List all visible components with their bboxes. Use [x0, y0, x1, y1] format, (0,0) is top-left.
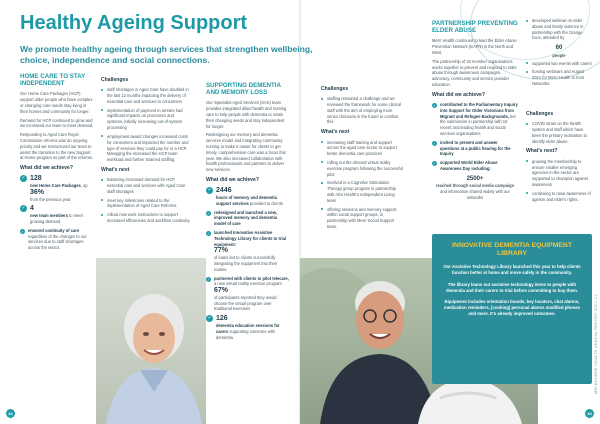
stat-rest: of participants reported they would choose the virtual program over traditional exercises — [214, 294, 277, 312]
home-care-heading: HOME CARE TO STAY INDEPENDENT — [20, 73, 86, 88]
challenges-column-1 — [101, 73, 191, 227]
paragraph: Demand for HCP continued to grow and we increased our team to meet demand. — [20, 117, 94, 129]
next-list — [101, 177, 191, 224]
challenges-list — [321, 96, 403, 125]
check-icon: ✓ — [20, 228, 25, 234]
check-icon: ✓ — [206, 276, 211, 282]
list-item: staffing remained a challenge and we reviewed the framework for some clinical staff with the aim of employing more senior clinicians in the future to combat this — [321, 96, 403, 125]
stat-rest: to meet growing demand — [30, 213, 83, 224]
check-icon: ✓ — [21, 205, 26, 212]
stat-packages — [20, 175, 94, 202]
list-item: increasing staff training and support across the aged care sector to support better dementia care practices — [321, 140, 403, 157]
stat-suffix: , up — [80, 183, 88, 189]
list-item: rolling out the Almond virtual reality exercise program following the successful pilot — [321, 160, 403, 177]
next-list — [321, 140, 403, 230]
list-item: growing the membership to ensure smaller emerging agencies in the sector are supported to champion against awareness — [526, 159, 592, 188]
stat-people — [526, 44, 592, 58]
library-callout — [432, 234, 592, 384]
dementia-column — [206, 82, 290, 343]
list-item: involved in a Cognitive Stimulation Therapy group program in partnership with Alzo Health's Independent Living team — [321, 180, 403, 203]
stat-rest: provided to clients — [249, 200, 283, 206]
stat-label: partnered with clients to pilot telecare, — [214, 275, 289, 281]
challenges-list — [526, 121, 592, 144]
paragraph: Our Specialist Aged Services (SAS) team provides integrated allied health and nursing care to help people with dementia to retain their changing needs and stay independent for longer. — [206, 100, 287, 129]
check-icon: ✓ — [206, 210, 211, 216]
next-heading: What's next — [321, 129, 350, 136]
stat-label: launched Innovative Assistive Technology Library for clients to trial equipment: — [214, 229, 287, 247]
stat-value: 2446 — [216, 187, 232, 195]
paragraph: Responding to Aged Care Royal Commission reforms was an ongoing priority and we restructured our team to assist the transition to the new Support at Home program as part of the reforms. — [20, 132, 94, 161]
stat-rest: regardless of the changes to our services due to staff shortages across the sector. — [28, 233, 87, 251]
stat-inquiry — [432, 102, 518, 137]
stat-value: 128 — [30, 175, 42, 183]
paragraph: Our Home Care Packages (HCP) support older people who have complex or changing care needs stay living in their homes and community for longer. — [20, 91, 93, 114]
stat-value: 4 — [30, 205, 34, 213]
achieve-heading: What did we achieve? — [206, 177, 259, 183]
list-item: offering sessions and memory support within social support groups, in partnership with Merri Social Support team. — [321, 207, 403, 230]
stat-sessions — [206, 315, 290, 340]
challenges-column-2 — [321, 82, 403, 233]
stat-reach — [432, 175, 518, 201]
stat-label: reached through social media campaign — [435, 183, 515, 189]
list-item: employment award changes increased costs for consumers and impacted the number and type of services they could pay for in a HCP. Managing the increased the HCP team workload and further strained staffing. — [101, 134, 191, 163]
paragraph: Our Assistive Technology Library launched this year to help clients function better at home and move safely in the community. — [443, 264, 581, 276]
challenges-heading: Challenges — [526, 111, 554, 117]
check-icon: ✓ — [206, 230, 211, 236]
next-heading: What's next? — [526, 148, 558, 155]
stat-hours — [206, 187, 290, 206]
elder-abuse-heading: PARTNERSHIP PREVENTING ELDER ABUSE — [432, 20, 518, 35]
check-icon: ✓ — [207, 187, 212, 194]
elder-abuse-column-2 — [526, 18, 592, 90]
next-heading: What's next — [101, 166, 130, 173]
stat-percent: 67% — [214, 287, 229, 295]
stat-hearing — [432, 140, 518, 157]
page-number-left: 42 — [6, 409, 15, 418]
library-heading: INNOVATIVE DEMENTIA EQUIPMENT LIBRARY — [452, 242, 572, 258]
stat-rest: of loans led to clients successfully integrating the equipment into their routine — [214, 255, 278, 272]
paragraph: Redesigning our memory and dementia services model and integrating community nursing to make it easier for clients to get timely, comprehensive care was a focus this year. We also increased collaboration with health professionals and partners to deliver new services. — [206, 132, 286, 173]
elder-abuse-column — [432, 20, 518, 203]
intro-statement: We promote healthy ageing through services that strengthen wellbeing, choice, independence and social connections. — [20, 44, 313, 66]
stat-percent: 36% — [30, 188, 45, 196]
challenges-heading: Challenges — [321, 86, 349, 92]
stat-label: new Home Care Packages — [30, 183, 81, 189]
side-footer: MELBOURNE HEALTH ANNUAL REPORT 2021–22 — [594, 294, 598, 394]
stat-rest: led the submission in partnership with 15 recent and leading health and social services organisations — [440, 113, 516, 137]
stat-label: new team members — [30, 213, 68, 219]
stat-label: invited to present and answer questions at a public hearing for the Inquiry — [440, 139, 511, 157]
list-item: meet key milestones related to the implementation of Aged Care Reforms — [101, 198, 191, 210]
stat-value: 126 — [216, 315, 228, 323]
paragraph: The library loans out assistive technology items to people with dementia and their carers to trial before committing to buy them. — [445, 281, 579, 293]
stat-team — [20, 205, 94, 224]
stat-telecare — [206, 276, 290, 313]
stat-model — [206, 210, 290, 227]
stat-label: dementia education sessions for carers — [216, 322, 280, 334]
stat-label: contributed to the Parliamentary Inquiry into Support for Older Victorians from Migrant and Refugee Backgrounds, — [440, 101, 518, 119]
stat-percent: 77% — [214, 247, 229, 255]
stat-rest: and information shared widely with our networks — [440, 189, 510, 201]
home-care-column — [20, 73, 94, 254]
list-item: implementation of payment in arrears had significant impacts on processes and systems, initially increasing out-of-system processing — [101, 108, 191, 131]
stat-label: ensured continuity of care — [28, 227, 80, 233]
list-item: balancing increased demand for HCP essential care and services with Aged Care staff shortages — [101, 177, 191, 194]
stat-value: 60 — [555, 45, 563, 52]
page-title: Healthy Ageing Support — [20, 12, 248, 34]
activity-list — [526, 18, 592, 41]
activity-list — [526, 61, 592, 87]
check-icon: ✓ — [21, 175, 26, 182]
list-item: staff shortages in Aged Care have doubled in the last 12 months impacting the delivery of essential care and services to consumers — [101, 87, 191, 104]
check-icon: ✓ — [207, 315, 212, 322]
page-number-right: 43 — [585, 409, 594, 418]
list-item: rollout new work instructions to support increased efficiencies and workflow continuity. — [101, 212, 191, 224]
stat-label: supported World Elder Abuse Awareness Day including: — [440, 160, 498, 172]
list-item: developed webinar on elder abuse and family violence in partnership with the Orange Door, attended by — [526, 18, 592, 41]
stat-rest: supporting someone with dementia — [216, 328, 275, 340]
stat-label: people — [552, 52, 566, 58]
achieve-heading: What did we achieve? — [432, 91, 485, 98]
check-icon: ✓ — [432, 161, 437, 167]
list-item: hosting webinars and August 2021 for Merri Health to host Networks. — [526, 69, 592, 86]
paragraph: Merri Health continued to lead the Elder Abuse Prevention Network (EAPN) in the North and West. — [432, 38, 517, 55]
challenges-heading: Challenges — [101, 77, 129, 83]
check-icon: ✓ — [432, 102, 437, 108]
next-list — [526, 159, 592, 203]
stat-rest: from the previous year — [30, 196, 71, 202]
paragraph: Equipment includes orientation boards, key locators, chat alarms, medication reminders, [cooking] personal alarms modified phones and more. It's already improved outcomes. — [443, 298, 581, 316]
check-icon: ✓ — [432, 140, 437, 146]
stat-label: hours of memory and dementia support services — [216, 194, 277, 206]
stat-continuity — [20, 228, 94, 251]
photo-illustration — [96, 258, 206, 424]
challenges-list — [101, 87, 191, 163]
list-item: supported two events with carers — [526, 61, 592, 67]
list-item: continuing to raise awareness of ageism and elder's rights. — [526, 191, 592, 203]
stat-library — [206, 230, 290, 273]
challenges-column-3 — [526, 107, 592, 205]
stat-value: 2500+ — [466, 175, 484, 182]
stat-label: redesigned and launched — [214, 209, 264, 215]
paragraph: The partnership of 32 member organisations works together to prevent and respond to elder abuse through awareness campaigns, advocacy, community and service provider education. — [432, 58, 517, 87]
list-item: COVID strain on the health system and staff which have been the primary motivation to identify elder abuse. — [526, 121, 592, 144]
achieve-heading: What did we achieve? — [20, 165, 73, 172]
dementia-heading: SUPPORTING DEMENTIA AND MEMORY LOSS — [206, 82, 281, 97]
stat-rest: a new, improved memory and dementia model of care — [214, 209, 278, 227]
stat-awareness-day — [432, 160, 518, 172]
stat-rest: a new virtual reality exercise program — [214, 281, 282, 287]
photo-older-woman — [96, 258, 206, 424]
